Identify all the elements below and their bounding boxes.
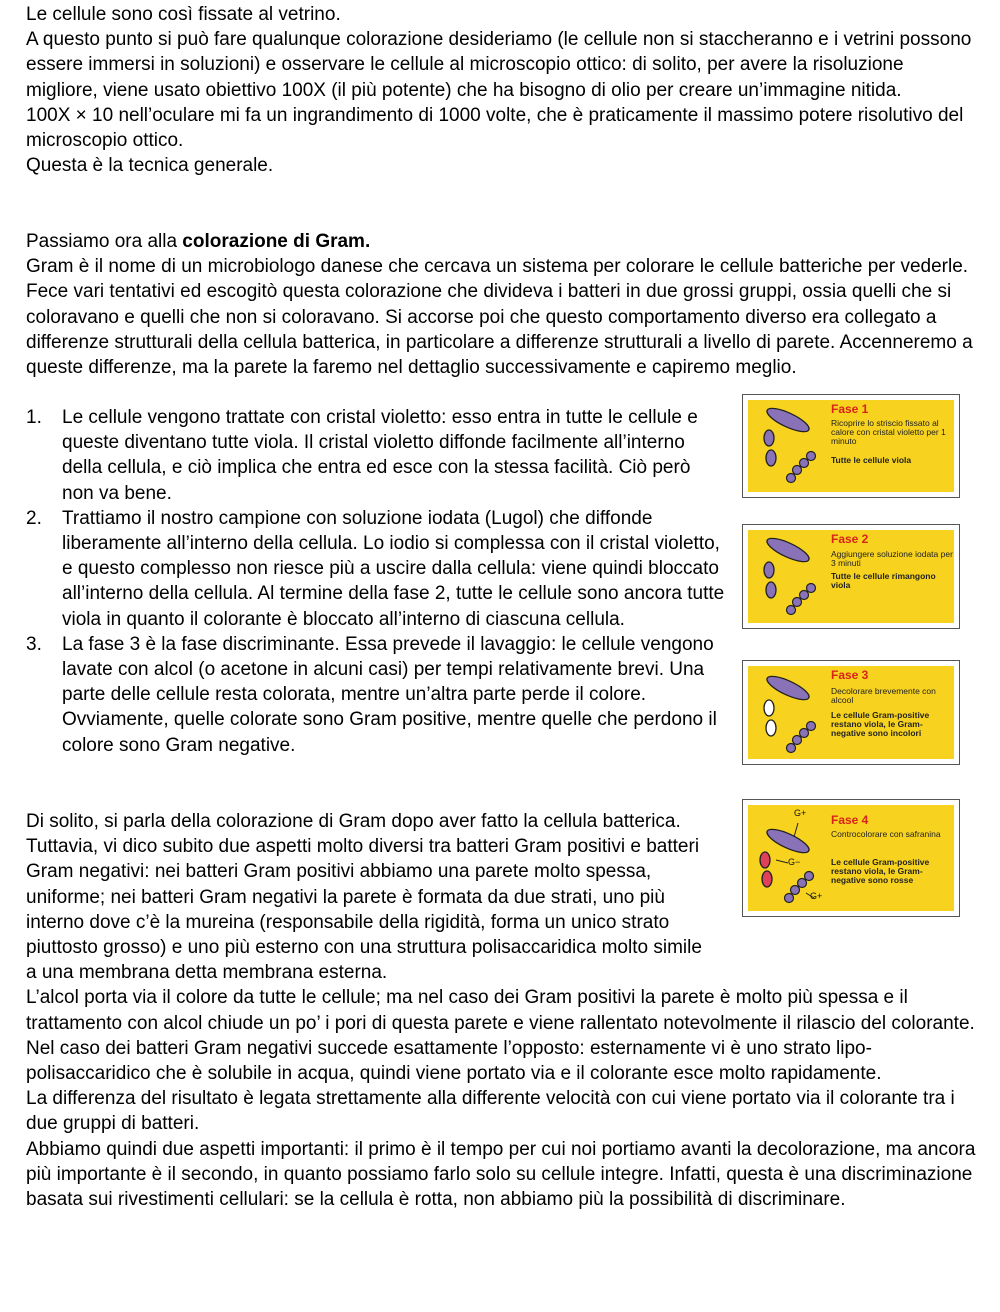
phase-2-description: Aggiungere soluzione iodata per 3 minuti bbox=[831, 549, 953, 568]
gram-stain-phase-3-figure bbox=[742, 660, 960, 765]
intro-paragraph-1: Le cellule sono così fissate al vetrino. bbox=[26, 4, 341, 25]
step-number: 2. bbox=[26, 507, 42, 529]
phase-3-description: Decolorare brevemente con alcool bbox=[831, 686, 936, 705]
phase-4-result: Le cellule Gram-positive restano viola, le Gram-negative sono rosse bbox=[831, 857, 930, 885]
phase-3-title: Fase 3 bbox=[831, 668, 869, 682]
phase-1-description: Ricoprire lo striscio fissato al calore con cristal violetto per 1 minuto bbox=[831, 418, 946, 446]
intro-paragraph-2: A questo punto si può fare qualunque colorazione desideriamo (le cellule non si staccheranno e i vetrini possono essere immersi in soluzioni) e osservare le cellule al microscopio ottico: di solito, per avere la risoluzione migliore, viene usato obiettivo 100X (il più potente) che ha bisogno di olio per creare un’immagine nitida. bbox=[26, 29, 972, 101]
gram-lead-bold: colorazione di Gram. bbox=[182, 231, 371, 252]
gram-lead-text: Passiamo ora alla bbox=[26, 231, 183, 252]
phase-3-result: Le cellule Gram-positive restano viola, le Gram-negative sono incolori bbox=[831, 710, 930, 738]
gram-positive-label: G+ bbox=[794, 808, 807, 818]
gram-lead bbox=[26, 229, 976, 254]
gram-stain-phase-4-figure bbox=[742, 799, 960, 917]
step-item bbox=[26, 506, 726, 632]
gram-section bbox=[26, 229, 976, 380]
outro-paragraph-2: L’alcol porta via il colore da tutte le cellule; ma nel caso dei Gram positivi la parete è molto più spessa e il trattamento con alcol chiude un po’ i pori di questa parete e viene rallentato notevolmente il rilascio del colorante. Nel caso dei batteri Gram negativi succede esattamente l’opposto: esternamente vi è uno strato lipo-polisaccaridico che è solubile in acqua, quindi viene portato via e il colorante esce molto rapidamente. bbox=[26, 987, 975, 1085]
gram-paragraph: Gram è il nome di un microbiologo danese che cercava un sistema per colorare le cellule batteriche per vederle. Fece vari tentativi ed escogitò questa colorazione che divideva i batteri in due grossi gruppi, ossia quelli che si coloravano e quelli che non si coloravano. Si accorse poi che questo comportamento diverso era collegato a differenze strutturali della cellula batterica, in particolare a differenze strutturali a livello di parete. Accenneremo a queste differenze, ma la parete la faremo nel dettaglio successivamente e capiremo meglio. bbox=[26, 256, 973, 379]
phase-1-title: Fase 1 bbox=[831, 402, 869, 416]
outro-paragraph-4: Abbiamo quindi due aspetti importanti: il primo è il tempo per cui noi portiamo avanti la decolorazione, ma ancora più importante è il secondo, in quanto possiamo farlo solo su cellule integre. Infatti, questa è una discriminazione basata sui rivestimenti cellulari: se la cellula è rotta, non abbiamo più la possibilità di discriminare. bbox=[26, 1138, 976, 1211]
step-item bbox=[26, 405, 726, 506]
phase-4-title: Fase 4 bbox=[831, 813, 869, 827]
steps-list bbox=[26, 405, 726, 758]
outro-paragraph-3: La differenza del risultato è legata strettamente alla differente velocità con cui viene portato via il colorante tra i due gruppi di batteri. bbox=[26, 1088, 955, 1135]
gram-negative-label: G− bbox=[788, 857, 801, 867]
phase-4-description: Controcolorare con safranina bbox=[831, 829, 941, 839]
intro-paragraph-3: 100X × 10 nell’oculare mi fa un ingrandimento di 1000 volte, che è praticamente il massimo potere risolutivo del microscopio ottico. bbox=[26, 104, 964, 152]
step-text: Le cellule vengono trattate con cristal violetto: esso entra in tutte le cellule e queste diventano tutte viola. Il cristal violetto diffonde facilmente all’interno della cellula, e ciò implica che entra ed esce con la stessa facilità. Ciò però non va bene. bbox=[62, 407, 698, 504]
gram-stain-phase-2-figure bbox=[742, 524, 960, 629]
intro-paragraph-4: Questa è la tecnica generale. bbox=[26, 155, 274, 177]
intro-section bbox=[26, 2, 976, 178]
phase-2-result: Tutte le cellule rimangono viola bbox=[831, 571, 936, 590]
gram-stain-phase-1-figure bbox=[742, 394, 960, 498]
step-number: 3. bbox=[26, 633, 42, 655]
step-number: 1. bbox=[26, 407, 42, 428]
phase-1-result: Tutte le cellule viola bbox=[831, 455, 912, 465]
step-text: La fase 3 è la fase discriminante. Essa prevede il lavaggio: le cellule vengono lavate con alcol (o acetone in alcuni casi) per tempi relativamente brevi. Una parte delle cellule resta colorata, mentre un’altra parte perde il colore. Ovviamente, quelle colorate sono Gram positive, mentre quelle che perdono il colore sono Gram negative. bbox=[62, 633, 717, 756]
gram-positive-label: G+ bbox=[810, 891, 823, 901]
step-item bbox=[26, 632, 726, 758]
outro-paragraph-1: Di solito, si parla della colorazione di Gram dopo aver fatto la cellula batterica. Tuttavia, vi dico subito due aspetti molto diversi tra batteri Gram positivi e batteri Gram negativi: nei batteri Gram positivi abbiamo una parete molto spessa, uniforme; nei batteri Gram negativi la parete è formata da due strati, uno più interno dove c’è la mureina (responsabile della rigidità, forma un unico strato piuttosto grosso) e uno più esterno con una struttura polisaccaridica molto simile a una membrana detta membrana esterna. bbox=[26, 811, 702, 984]
step-text: Trattiamo il nostro campione con soluzione iodata (Lugol) che diffonde liberamente all’interno della cellula. Lo iodio si complessa con il cristal violetto, e questo complesso non riesce più a uscire dalla cellula: viene quindi bloccato all’interno della cellula. Al termine della fase 2, tutte le cellule sono ancora tutte viola in quanto il colorante è bloccato all’interno di ciascuna cellula. bbox=[62, 507, 725, 630]
phase-2-title: Fase 2 bbox=[831, 532, 869, 546]
